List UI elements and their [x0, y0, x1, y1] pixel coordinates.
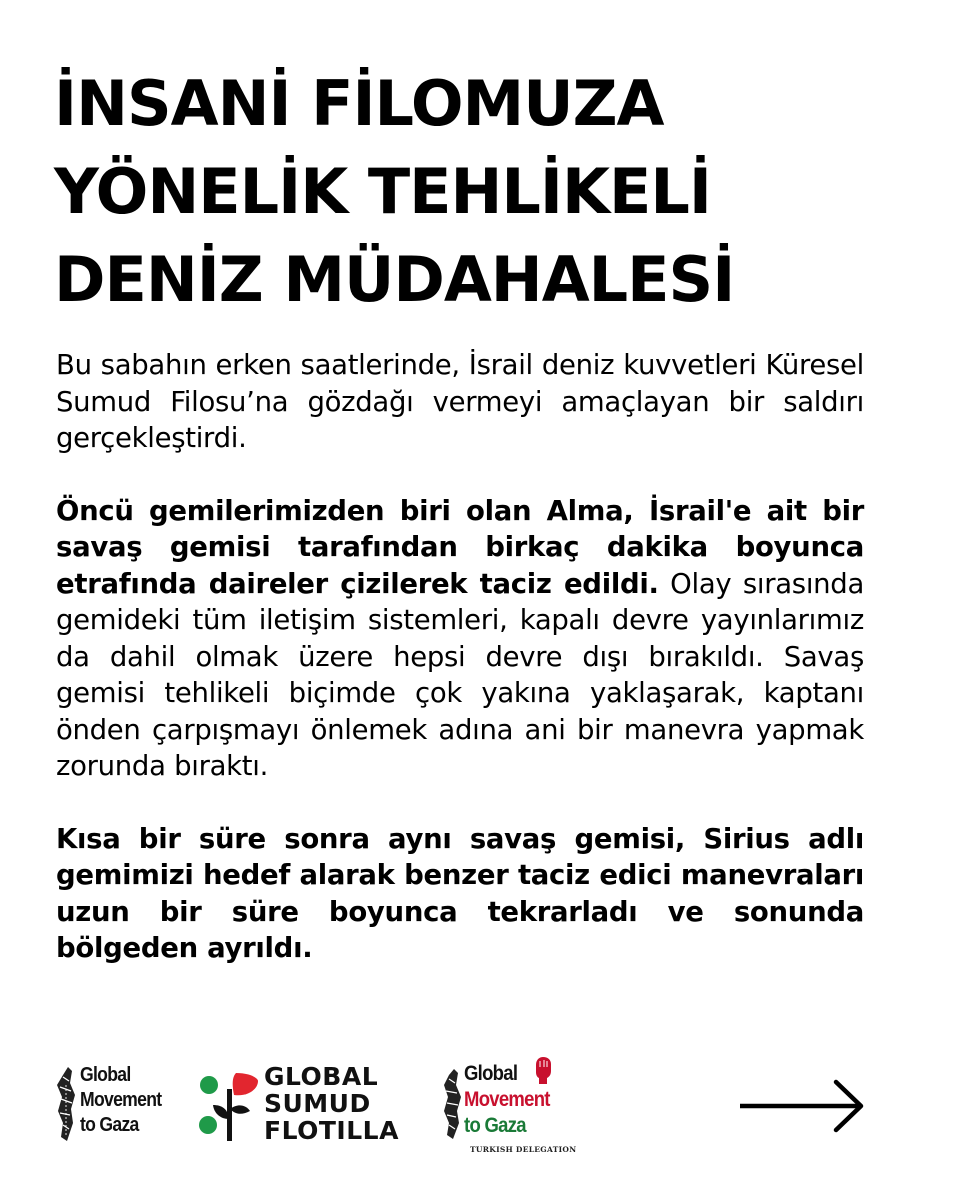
arrow-right-icon[interactable] — [740, 1078, 866, 1134]
paragraph-3: Kısa bir süre sonra aynı savaş gemisi, Sirius adlı gemimizi hedef alarak benzer taciz edici manevraları uzun bir süre boyunca tekrarladı ve sonunda bölgeden ayrıldı. — [56, 822, 864, 964]
headline-line-2: YÖNELİK TEHLİKELİ — [54, 155, 711, 228]
gmg-tr-logo-line-3: to Gaza — [464, 1114, 526, 1137]
global-movement-to-gaza-logo — [54, 1063, 194, 1153]
keffiyeh-map-icon — [54, 1065, 78, 1143]
gmg-logo-line-2: Movement — [80, 1089, 162, 1111]
gmg-tr-logo-line-2: Movement — [464, 1088, 550, 1111]
gmg-logo-line-1: Global — [80, 1064, 131, 1086]
gmg-tr-logo-line-1: Global — [464, 1062, 518, 1085]
gsf-logo-text — [264, 1063, 399, 1144]
gmg-tr-logo-text — [464, 1061, 550, 1139]
headline-line-1: İNSANİ FİLOMUZA — [54, 67, 664, 140]
headline-line-3: DENİZ MÜDAHALESİ — [54, 243, 735, 316]
paragraph-2 — [56, 493, 864, 785]
global-movement-to-gaza-turkish-delegation-logo — [440, 1049, 580, 1169]
gsf-logo-line-1: GLOBAL — [264, 1062, 379, 1091]
article-body — [56, 347, 864, 967]
paragraph-2-regular: Olay sırasında gemideki tüm iletişim sistemleri, kapalı devre yayınlarımız da dahil olmak üzere hepsi devre dışı bırakıldı. Savaş gemisi tehlikeli biçimde çok yakına yaklaşarak, kaptanı önden çarpışmayı önlemek adına ani bir manevra yapmak zorunda bıraktı. — [56, 567, 865, 782]
gsf-logo-line-2: SUMUD — [264, 1089, 371, 1118]
headline — [54, 60, 914, 324]
flotilla-plant-icon — [196, 1067, 260, 1147]
gsf-logo-line-3: FLOTILLA — [264, 1116, 399, 1145]
footer — [0, 1035, 960, 1200]
paragraph-1: Bu sabahın erken saatlerinde, İsrail deniz kuvvetleri Küresel Sumud Filosu’na gözdağı vermeyi amaçlayan bir saldırı gerçekleştirdi. — [56, 349, 864, 454]
gmg-logo-text — [80, 1063, 161, 1138]
paragraph-2-bold: Öncü gemilerimizden biri olan Alma, İsrail'e ait bir savaş gemisi tarafından birkaç dakika boyunca etrafında daireler çizilerek taciz edildi. — [56, 494, 864, 600]
global-sumud-flotilla-logo — [196, 1063, 432, 1153]
keffiyeh-map-icon — [442, 1067, 464, 1141]
gmg-logo-line-3: to Gaza — [80, 1114, 139, 1136]
turkish-delegation-label: TURKISH DELEGATION — [470, 1145, 577, 1154]
